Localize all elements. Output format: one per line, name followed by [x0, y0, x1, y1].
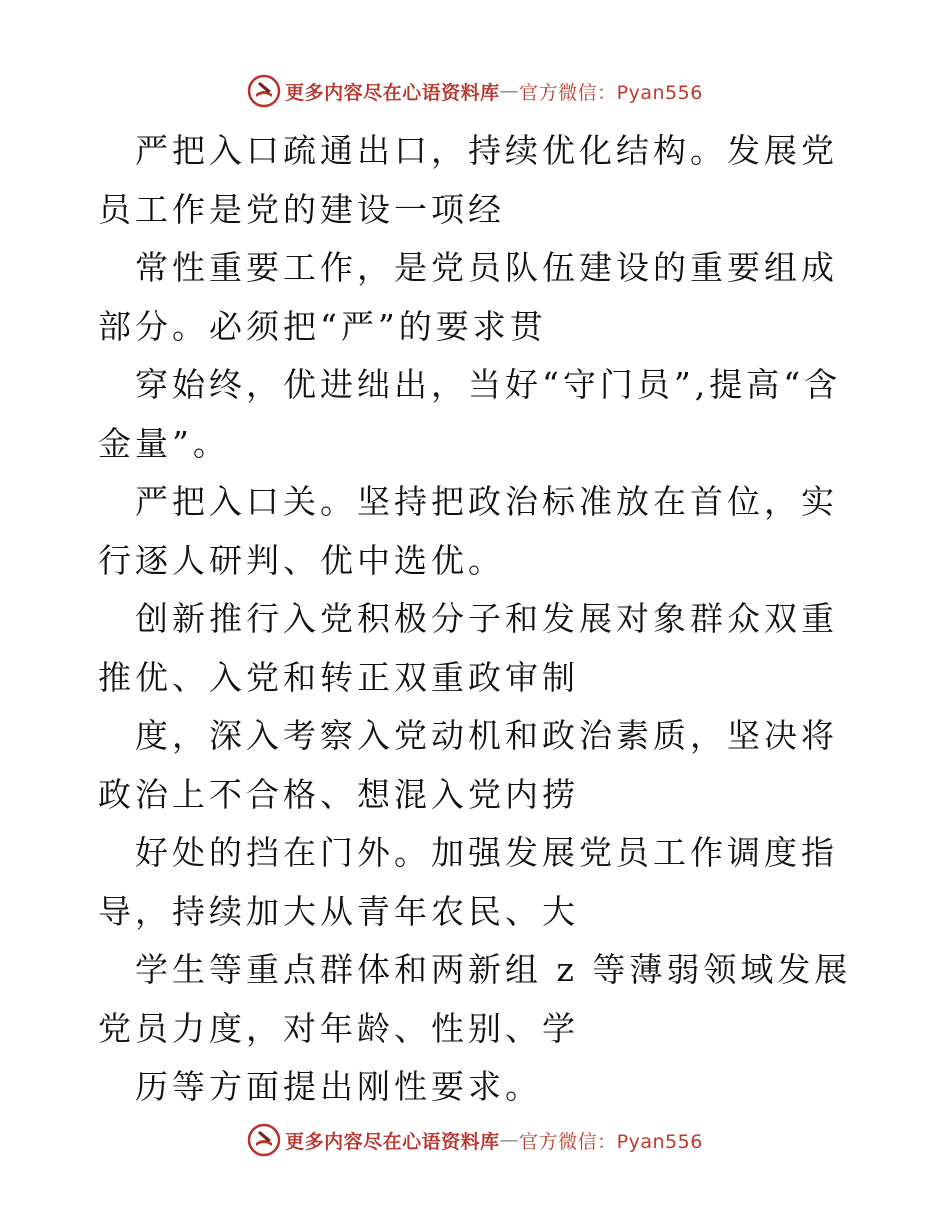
paragraph: 好处的挡在门外。加强发展党员工作调度指导，持续加大从青年农民、大 — [98, 833, 838, 931]
banner-separator: — — [499, 1129, 520, 1151]
paragraph: 度，深入考察入党动机和政治素质，坚决将政治上不合格、想混入党内捞 — [98, 716, 838, 814]
document-body — [98, 122, 858, 1117]
banner-lead-text: 更多内容尽在心语资料库 — [285, 81, 500, 104]
paragraph: 严把入口疏通出口，持续优化结构。发展党员工作是党的建设一项经 — [98, 131, 838, 229]
header-banner — [0, 71, 950, 111]
paragraph: 创新推行入党积极分子和发展对象群众双重推优、入党和转正双重政审制 — [98, 599, 838, 697]
book-pen-icon — [247, 74, 281, 108]
paragraph: 常性重要工作，是党员队伍建设的重要组成部分。必须把“严”的要求贯 — [98, 248, 838, 346]
paragraph: 历等方面提出刚性要求。 — [135, 1067, 542, 1106]
banner-contact-text: 官方微信：Pyan556 — [519, 1130, 703, 1153]
paragraph: 学生等重点群体和两新组 z 等薄弱领域发展党员力度，对年龄、性别、学 — [98, 950, 852, 1048]
book-pen-icon — [247, 1123, 281, 1157]
paragraph: 穿始终，优进绌出，当好“守门员”,提高“含金量”。 — [98, 365, 842, 463]
banner-contact-text: 官方微信：Pyan556 — [519, 81, 703, 104]
banner-separator: — — [499, 80, 520, 102]
paragraph: 严把入口关。坚持把政治标准放在首位，实行逐人研判、优中选优。 — [98, 482, 838, 580]
footer-banner — [0, 1120, 950, 1160]
banner-lead-text: 更多内容尽在心语资料库 — [285, 1130, 500, 1153]
